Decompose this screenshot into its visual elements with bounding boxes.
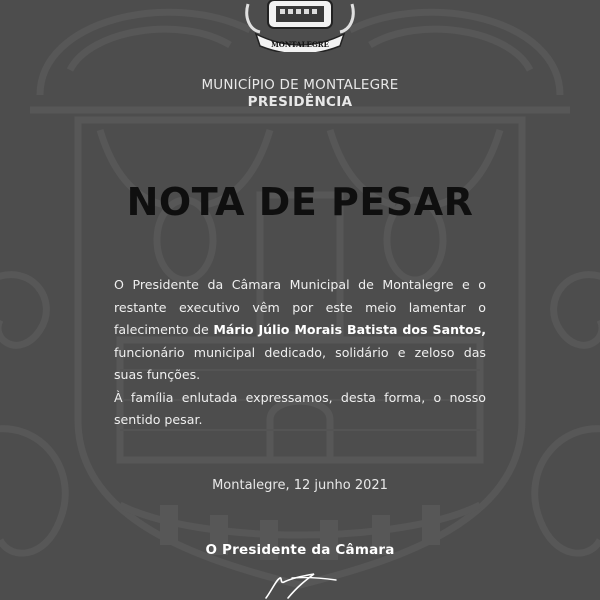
- paragraph-part2: funcionário municipal dedicado, solidário e zeloso das suas funções.: [114, 344, 486, 382]
- notice-body: [114, 274, 486, 432]
- notice-title: NOTA DE PESAR: [126, 180, 474, 224]
- emblem-ribbon-text: MONTALEGRE: [271, 40, 329, 49]
- paragraph-condolences: À família enlutada expressamos, desta forma, o nosso sentido pesar.: [114, 389, 486, 427]
- deceased-name: Mário Júlio Morais Batista dos Santos,: [213, 322, 486, 337]
- municipal-emblem: [242, 0, 358, 52]
- office-name: PRESIDÊNCIA: [247, 94, 353, 110]
- paragraph-part1: O Presidente da Câmara Municipal de Montalegre e o restante executivo vêm por este meio lamentar o falecimento de: [114, 277, 486, 337]
- municipality-name: MUNICÍPIO DE MONTALEGRE: [201, 77, 399, 93]
- handwritten-signature: [262, 568, 342, 600]
- place-date: Montalegre, 12 junho 2021: [212, 478, 388, 493]
- signatory-title: O Presidente da Câmara: [205, 542, 395, 558]
